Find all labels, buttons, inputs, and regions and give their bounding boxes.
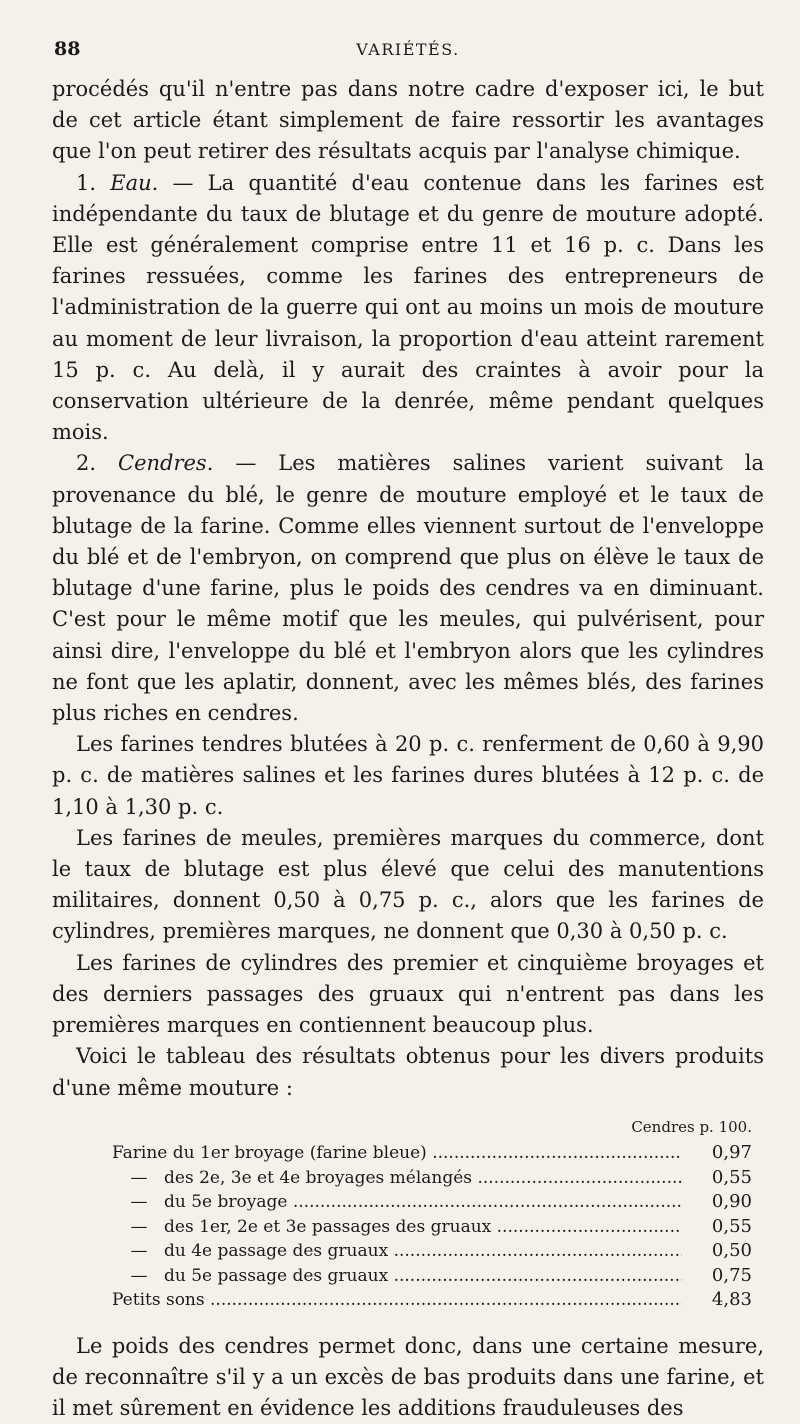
section-number: 2. [76, 451, 97, 476]
section-dash: — [235, 451, 257, 476]
row-label: du 5e broyage ..... [164, 1191, 682, 1215]
paragraph-farines-cylindres: Les farines de cylindres des premier et cinquième broyages et des derniers passages des gruaux qui n'entrent pas dans les premières marques en contiennent beaucoup plus. [52, 950, 764, 1038]
paragraph-intro: procédés qu'il n'entre pas dans notre cadre d'exposer ici, le but de cet article étant simplement de faire ressortir les avantages que l'on peut retirer des résultats acquis par l'analyse chimique. [52, 77, 764, 164]
row-value: 0,55 [711, 1166, 752, 1188]
row-value: 0,50 [711, 1240, 752, 1262]
ash-content-table [112, 1116, 752, 1313]
table-row [112, 1215, 752, 1240]
paragraph-farines-meules: Les farines de meules, premières marques du commerce, dont le taux de blutage est plus élevé que celui des manutentions militaires, donnent 0,50 à 0,75 p. c., alors que les farines de cylindres, premières marques, ne donnent que 0,30 à 0,50 p. c. [52, 825, 764, 944]
table-row [112, 1190, 752, 1215]
row-dash: — [130, 1192, 148, 1213]
row-dash: — [130, 1265, 148, 1286]
page-number: 88 [54, 38, 81, 60]
table-unit-header: Cendres p. 100. [631, 1117, 752, 1136]
section-dash: — [172, 170, 194, 195]
table-row [112, 1239, 752, 1264]
paragraph-cendres [52, 448, 764, 729]
row-label: du 5e passage des gruaux ..... [164, 1265, 682, 1289]
row-label: Petits sons ..... [112, 1289, 682, 1313]
page-header [52, 36, 764, 74]
row-value: 0,97 [711, 1142, 752, 1164]
paragraph-tableau-intro: Voici le tableau des résultats obtenus pour les divers produits d'une même mouture : [52, 1044, 764, 1100]
paragraph-cendres-text: Les matières salines varient suivant la provenance du blé, le genre de mouture employé et le taux de blutage de la farine. Comme elles viennent surtout de l'enveloppe du blé et de l'embryon, on comprend que plus on élève le taux de blutage d'une farine, plus le poids des cendres va en diminuant. C'est pour le même motif que les meules, qui pulvérisent, pour ainsi dire, l'enveloppe du blé et l'embryon alors que les cylindres ne font que les aplatir, donnent, avec les mêmes blés, des farines plus riches en cendres. [52, 451, 764, 726]
row-value: 0,75 [711, 1264, 752, 1286]
row-dash: — [130, 1216, 148, 1237]
section-title-eau: Eau. [110, 170, 159, 195]
row-label: Farine du 1er broyage (farine bleue) ..... [112, 1142, 682, 1166]
section-number: 1. [76, 170, 97, 195]
row-label: du 4e passage des gruaux ..... [164, 1240, 682, 1264]
row-value: 4,83 [711, 1289, 752, 1311]
row-dash: — [130, 1167, 148, 1188]
table-row [112, 1288, 752, 1313]
paragraph-conclusion: Le poids des cendres permet donc, dans une certaine mesure, de reconnaître s'il y a un excès de bas produits dans une farine, et il met sûrement en évidence les additions frauduleuses des [52, 1333, 764, 1421]
section-title-cendres: Cendres. [118, 451, 214, 476]
running-title: VARIÉTÉS. [356, 40, 460, 59]
row-dash: — [130, 1241, 148, 1262]
table-row [112, 1141, 752, 1166]
table-row [112, 1166, 752, 1191]
row-label: des 1er, 2e et 3e passages des gruaux ..... [164, 1216, 682, 1240]
row-label: des 2e, 3e et 4e broyages mélangés ..... [164, 1167, 682, 1191]
paragraph-farines-tendres: Les farines tendres blutées à 20 p. c. renferment de 0,60 à 9,90 p. c. de matières salines et les farines dures blutées à 12 p. c. de 1,10 à 1,30 p. c. [52, 732, 764, 819]
paragraph-eau-text: La quantité d'eau contenue dans les farines est indépendante du taux de blutage et du genre de mouture adopté. Elle est généralement comprise entre 11 et 16 p. c. Dans les farines ressuées, comme les farines des entrepreneurs de l'administration de la guerre qui ont au moins un mois de mouture au moment de leur livraison, la proportion d'eau atteint rarement 15 p. c. Au delà, il y aurait des craintes à avoir pour la conservation ultérieure de la denrée, même pendant quelques mois. [52, 170, 764, 445]
closing-block [52, 1331, 764, 1424]
row-value: 0,90 [711, 1191, 752, 1213]
paragraph-eau [52, 168, 764, 449]
row-value: 0,55 [711, 1215, 752, 1237]
table-row [112, 1264, 752, 1289]
page [52, 36, 764, 1424]
